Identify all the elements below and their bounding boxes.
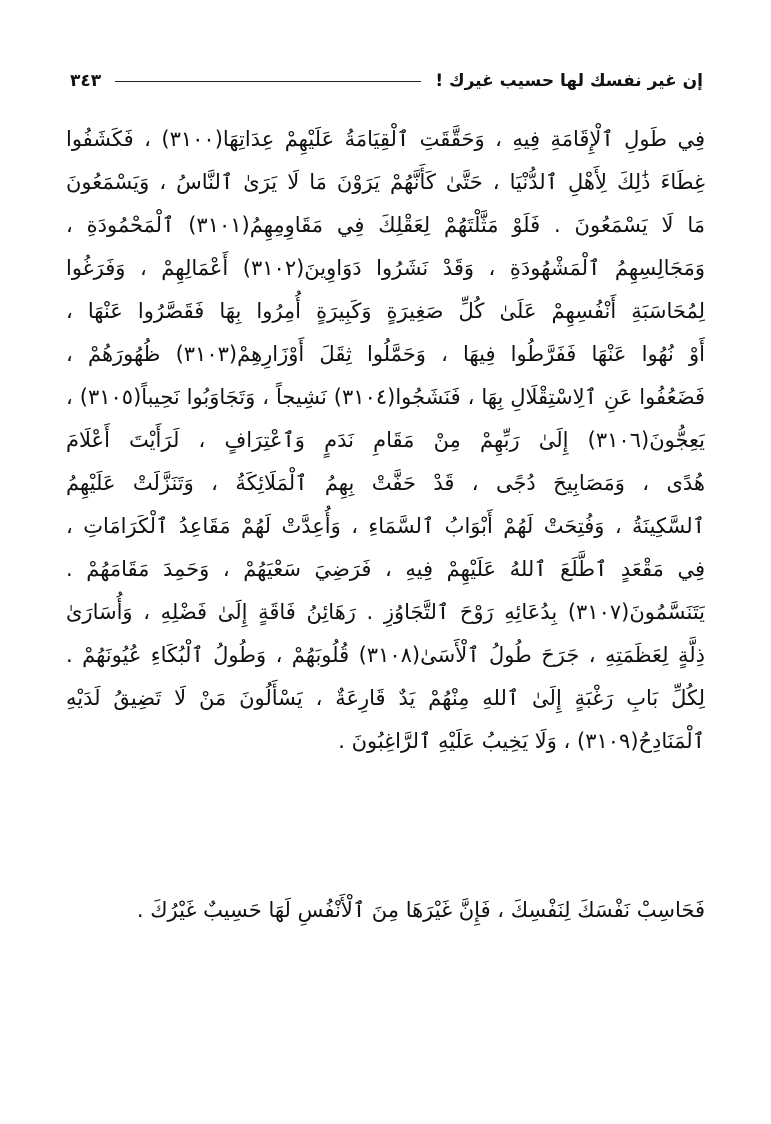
running-header [70, 66, 703, 96]
text-line: لِمُحَاسَبَةِ أَنْفُسِهِمْ عَلَىٰ كُلِّ صَغِيرَةٍ وَكَبِيرَةٍ أُمِرُوا بِهَا فَقَصَّرُوا عَنْهَا ، [66, 299, 705, 323]
text-line: ٱلسَّكِينَةُ ، وَفُتِحَتْ لَهُمْ أَبْوَابُ ٱلسَّمَاءِ ، وَأُعِدَّتْ لَهُمْ مَقَاعِدُ ٱلْكَرَامَاتِ ، [66, 514, 705, 538]
text-line: فِي طَولِ ٱلْإِقَامَةِ فِيهِ ، وَحَقَّقَتِ ٱلْقِيَامَةُ عَلَيْهِمْ عِدَاتِهَا(٣١٠٠) ، فَكَشَفُوا [66, 127, 705, 151]
closing-sentence: فَحَاسِبْ نَفْسَكَ لِنَفْسِكَ ، فَإِنَّ غَيْرَهَا مِنَ ٱلْأَنْفُسِ لَهَا حَسِيبٌ غَيْرُكَ . [136, 898, 705, 922]
text-line: ذِلَّةٍ لِعَظَمَتِهِ ، جَرَحَ طُولُ ٱلْأَسَىٰ(٣١٠٨) قُلُوبَهُمْ ، وَطُولُ ٱلْبُكَاءِ عُيُونَهُمْ . [66, 643, 705, 667]
text-line: مَا لَا يَسْمَعُونَ . فَلَوْ مَثَّلْتَهُمْ لِعَقْلِكَ فِي مَقَاوِمِهِمُ(٣١٠١) ٱلْمَحْمُودَةِ ، [66, 213, 705, 237]
text-line: أَوْ نُهُوا عَنْهَا فَفَرَّطُوا فِيهَا ، وَحَمَّلُوا ثِقَلَ أَوْزَارِهِمْ(٣١٠٣) ظُهُورَهُمْ ، [66, 342, 705, 366]
body-paragraph [66, 118, 705, 763]
text-line: ٱلْمَنَادِحُ(٣١٠٩) ، وَلَا يَخِيبُ عَلَيْهِ ٱلرَّاغِبُونَ . [338, 729, 705, 753]
text-line: لِكُلِّ بَابِ رَغْبَةٍ إِلَىٰ ٱللهِ مِنْهُمْ يَدٌ قَارِعَةٌ ، يَسْأَلُونَ مَنْ لَا تَضِيقُ لَدَيْهِ [66, 686, 705, 710]
text-line: يَتَنَسَّمُونَ(٣١٠٧) بِدُعَائِهِ رَوْحَ ٱلتَّجَاوُزِ . رَهَائِنُ فَاقَةٍ إِلَىٰ فَضْلِهِ ، وَأُسَارَىٰ [66, 600, 705, 624]
page-number: ٣٤٣ [70, 71, 102, 91]
text-line: وَمَجَالِسِهِمُ ٱلْمَشْهُودَةِ ، وَقَدْ نَشَرُوا دَوَاوِينَ(٣١٠٢) أَعْمَالِهِمْ ، وَفَرَغُوا [66, 256, 705, 280]
text-line: فِي مَقْعَدٍ ٱطَّلَعَ ٱللهُ عَلَيْهِمْ فِيهِ ، فَرَضِيَ سَعْيَهُمْ ، وَحَمِدَ مَقَامَهُمْ . [66, 557, 705, 581]
text-line: يَعِجُّونَ(٣١٠٦) إِلَىٰ رَبِّهِمْ مِنْ مَقَامِ نَدَمٍ وَٱعْتِرَافٍ ، لَرَأَيْتَ أَعْلَامَ [66, 428, 705, 452]
text-line: غِطَاءَ ذَٰلِكَ لِأَهْلِ ٱلدُّنْيَا ، حَتَّىٰ كَأَنَّهُمْ يَرَوْنَ مَا لَا يَرَىٰ ٱلنَّاسُ ، وَيَسْمَعُونَ [66, 170, 705, 194]
text-line: هُدًى ، وَمَصَابِيحَ دُجًى ، قَدْ حَفَّتْ بِهِمُ ٱلْمَلَائِكَةُ ، وَتَنَزَّلَتْ عَلَيْهِمُ [66, 471, 705, 495]
running-title: إن غير نفسك لها حسيب غيرك ! [435, 71, 703, 91]
text-line: فَضَعُفُوا عَنِ ٱلِاسْتِقْلَالِ بِهَا ، فَنَشَجُوا(٣١٠٤) نَشِيجاً ، وَتَجَاوَبُوا نَحِيباً(٣١٠٥) ، [66, 385, 705, 409]
header-rule [115, 81, 421, 82]
